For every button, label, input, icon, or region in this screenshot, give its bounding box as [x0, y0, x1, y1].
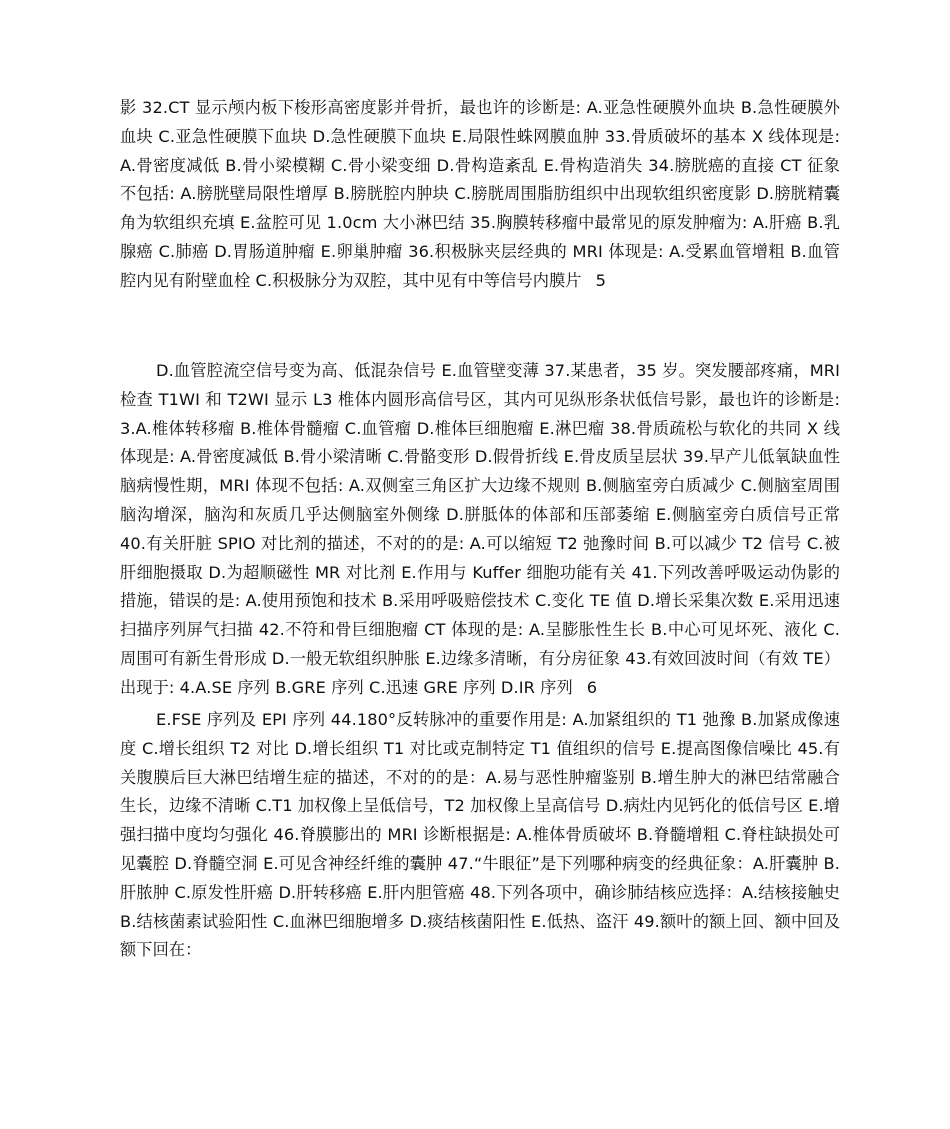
page-number-6: 6	[586, 677, 598, 697]
page-number-5: 5	[595, 270, 607, 290]
paragraph-1-text: 影 32.CT 显示颅内板下梭形高密度影并骨折，最也许的诊断是: A.亚急性硬膜外血块 B.急性硬膜外血块 C.亚急性硬膜下血块 D.急性硬膜下血块 E.局限性蛛网膜血肿 33.骨质破坏的基本 X 线体现是: A.骨密度减低 B.骨小梁模糊 C.骨小梁变细 D.骨构造紊乱 E.骨构造消失 34.膀胱癌的直接 CT 征象不包括: A.膀胱壁局限性增厚 B.膀胱腔内肿块 C.膀胱周围脂肪组织中出现软组织密度影 D.膀胱精囊角为软组织充填 E.盆腔可见 1.0cm 大小淋巴结 35.胸膜转移瘤中最常见的原发肿瘤为: A.肝癌 B.乳腺癌 C.肺癌 D.胃肠道肿瘤 E.卵巢肿瘤 36.积极脉夹层经典的 MRI 体现是: A.受累血管增粗 B.血管腔内见有附壁血栓 C.积极脉分为双腔，其中见有中等信号内膜片	[120, 98, 840, 290]
paragraph-2	[120, 357, 840, 703]
paragraph-2-text: D.血管腔流空信号变为高、低混杂信号 E.血管壁变薄 37.某患者，35 岁。突发腰部疼痛，MRI 检查 T1WI 和 T2WI 显示 L3 椎体内圆形高信号区，其内可见纵形条状低信号影，最也许的诊断是: 3.A.椎体转移瘤 B.椎体骨髓瘤 C.血管瘤 D.椎体巨细胞瘤 E.淋巴瘤 38.骨质疏松与软化的共同 X 线体现是: A.骨密度减低 B.骨小梁清晰 C.骨骼变形 D.假骨折线 E.骨皮质呈层状 39.早产儿低氧缺血性脑病慢性期，MRI 体现不包括: A.双侧室三角区扩大边缘不规则 B.侧脑室旁白质减少 C.侧脑室周围脑沟增深，脑沟和灰质几乎达侧脑室外侧缘 D.胼胝体的体部和压部萎缩 E.侧脑室旁白质信号正常 40.有关肝脏 SPIO 对比剂的描述，不对的的是: A.可以缩短 T2 弛豫时间 B.可以减少 T2 信号 C.被肝细胞摄取 D.为超顺磁性 MR 对比剂 E.作用与 Kuffer 细胞功能有关 41.下列改善呼吸运动伪影的措施，错误的是: A.使用预饱和技术 B.采用呼吸赔偿技术 C.变化 TE 值 D.增长采集次数 E.采用迅速扫描序列屏气扫描 42.不符和骨巨细胞瘤 CT 体现的是: A.呈膨胀性生长 B.中心可见坏死、液化 C.周围可有新生骨形成 D.一般无软组织肿胀 E.边缘多清晰，有分房征象 43.有效回波时间（有效 TE）出现于: 4.A.SE 序列 B.GRE 序列 C.迅速 GRE 序列 D.IR 序列	[120, 361, 840, 697]
paragraph-3-text: E.FSE 序列及 EPI 序列 44.180°反转脉冲的重要作用是: A.加紧组织的 T1 弛豫 B.加紧成像速度 C.增长组织 T2 对比 D.增长组织 T1 对比或克制特定 T1 值组织的信号 E.提高图像信噪比 45.有关腹膜后巨大淋巴结增生症的描述，不对的的是：A.易与恶性肿瘤鉴别 B.增生肿大的淋巴结常融合生长，边缘不清晰 C.T1 加权像上呈低信号，T2 加权像上呈高信号 D.病灶内见钙化的低信号区 E.增强扫描中度均匀强化 46.脊膜膨出的 MRI 诊断根据是: A.椎体骨质破坏 B.脊髓增粗 C.脊柱缺损处可见囊腔 D.脊髓空洞 E.可见含神经纤维的囊肿 47.“牛眼征”是下列哪种病变的经典征象：A.肝囊肿 B.肝脓肿 C.原发性肝癌 D.肝转移癌 E.肝内胆管癌 48.下列各项中，确诊肺结核应选择：A.结核接触史 B.结核菌素试验阳性 C.血淋巴细胞增多 D.痰结核菌阳性 E.低热、盗汗 49.额叶的额上回、额中回及额下回在：	[120, 710, 840, 960]
paragraph-1	[120, 94, 840, 296]
paragraph-3	[120, 706, 840, 965]
